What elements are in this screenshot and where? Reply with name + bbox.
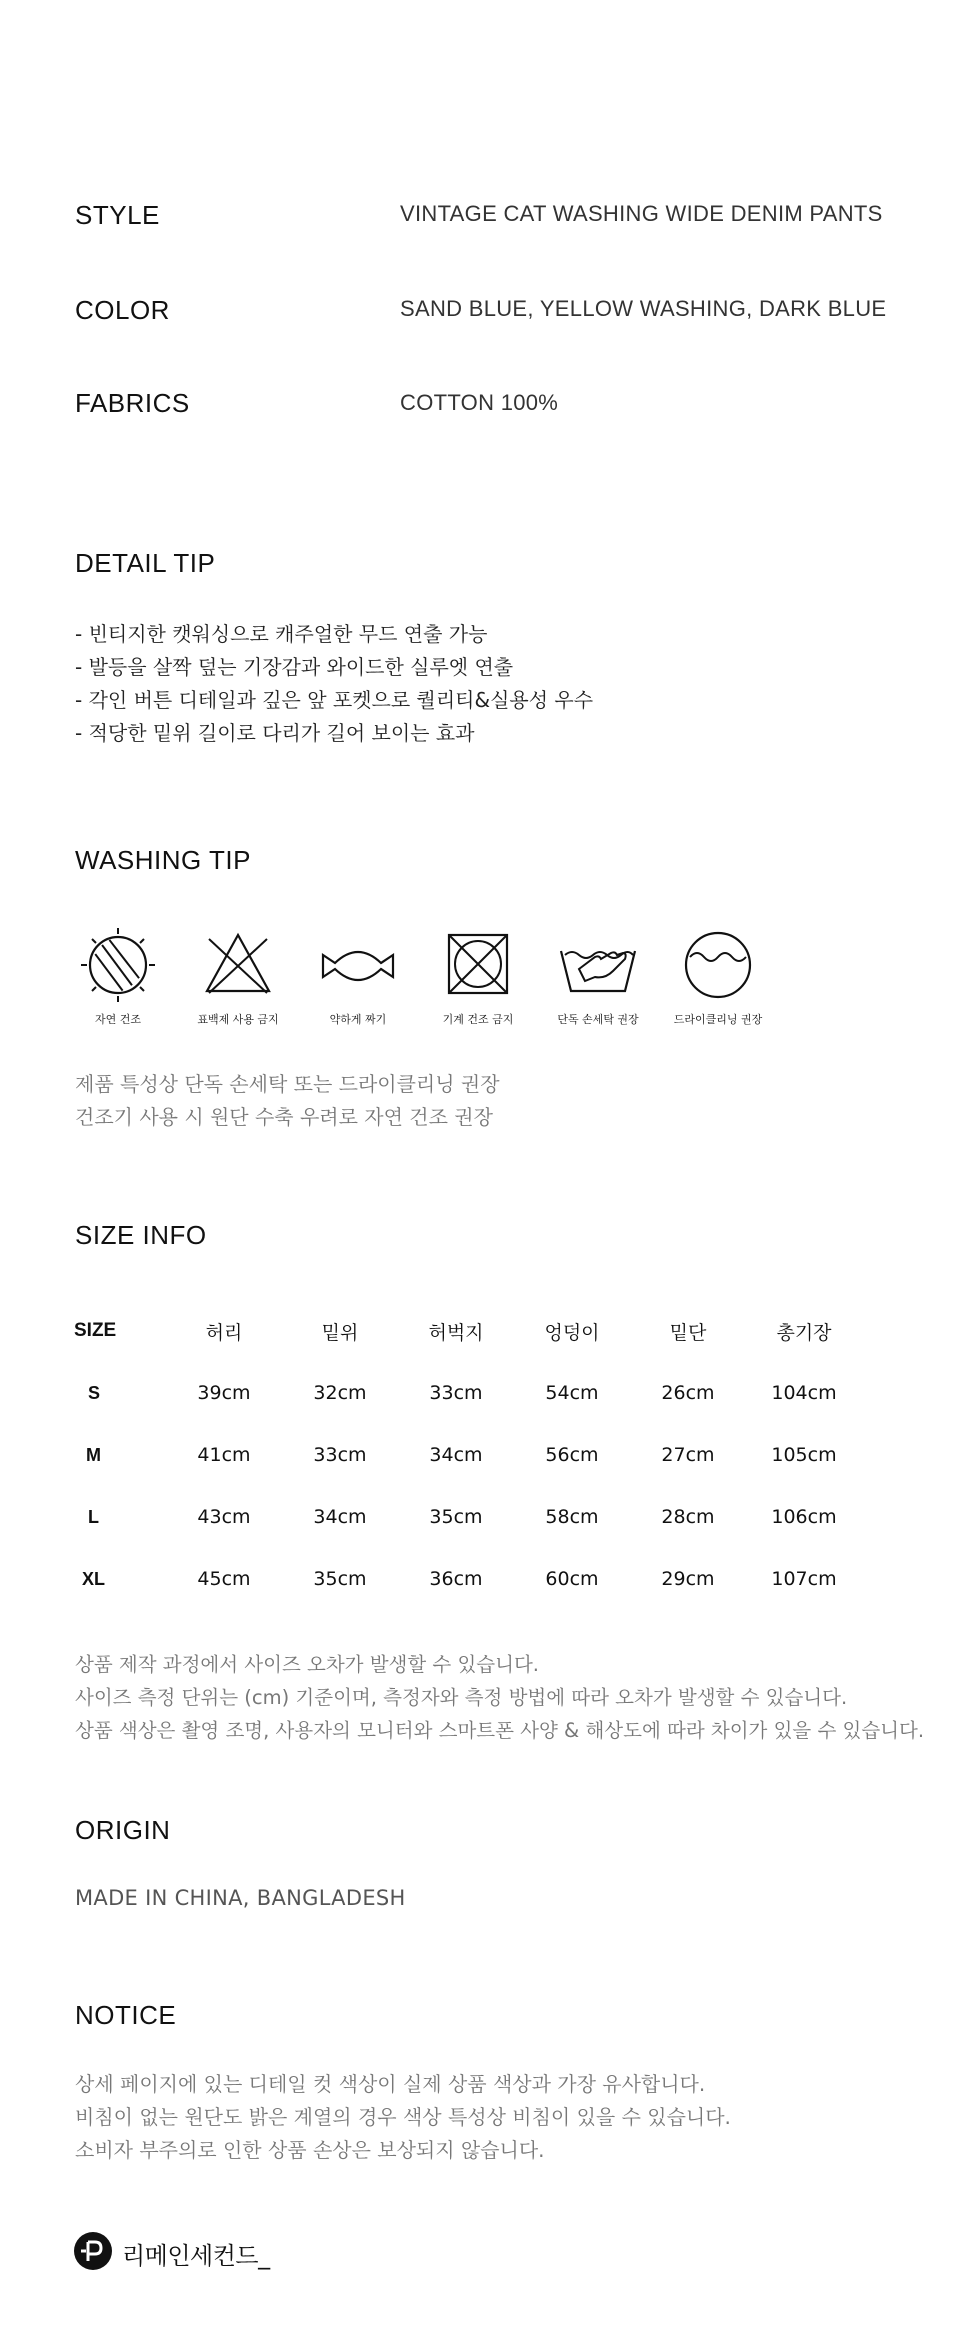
- size-cell: 60cm: [545, 1568, 599, 1590]
- notice-line: 비침이 없는 원단도 밝은 계열의 경우 색상 특성상 비침이 있을 수 있습니다.: [75, 2105, 731, 2129]
- care-caption: 자연 건조: [94, 1013, 141, 1026]
- size-cell: M: [86, 1444, 101, 1465]
- origin-value: MADE IN CHINA, BANGLADESH: [75, 1886, 406, 1910]
- notice-list: [75, 2068, 731, 2167]
- table-row: [74, 1486, 862, 1548]
- color-label: COLOR: [75, 295, 170, 325]
- size-cell: 35cm: [313, 1568, 367, 1590]
- size-cell: 106cm: [771, 1506, 837, 1528]
- table-row: [74, 1424, 862, 1486]
- size-table: [74, 1300, 862, 1610]
- color-value: SAND BLUE, YELLOW WASHING, DARK BLUE: [400, 296, 887, 321]
- size-header-cell: 허벅지: [428, 1321, 484, 1344]
- care-item-natural-dry: [63, 925, 173, 1035]
- size-header-cell: 밑위: [321, 1321, 359, 1344]
- gentle-wring-icon: [315, 925, 401, 1011]
- size-info-heading: SIZE INFO: [75, 1220, 207, 1250]
- size-cell: 34cm: [313, 1506, 367, 1528]
- washing-note-line: 제품 특성상 단독 손세탁 또는 드라이클리닝 권장: [75, 1072, 500, 1096]
- size-header-cell: 허리: [205, 1321, 243, 1344]
- size-cell: 27cm: [661, 1444, 715, 1466]
- washing-notes: [75, 1068, 500, 1134]
- care-caption: 기계 건조 금지: [442, 1013, 514, 1026]
- size-header-cell: SIZE: [74, 1320, 117, 1341]
- size-cell: 35cm: [429, 1506, 483, 1528]
- notice-line: 소비자 부주의로 인한 상품 손상은 보상되지 않습니다.: [75, 2138, 545, 2162]
- detail-tip-line: - 각인 버튼 디테일과 깊은 앞 포켓으로 퀄리티&실용성 우수: [75, 688, 594, 712]
- size-notes: [75, 1648, 924, 1747]
- care-item-dry-clean: [663, 925, 773, 1035]
- style-label: STYLE: [75, 200, 160, 230]
- detail-tip-heading: DETAIL TIP: [75, 548, 216, 578]
- size-cell: 56cm: [545, 1444, 599, 1466]
- size-cell: 33cm: [313, 1444, 367, 1466]
- detail-tip-line: - 빈티지한 캣워싱으로 캐주얼한 무드 연출 가능: [75, 622, 488, 646]
- care-item-no-bleach: [183, 925, 293, 1035]
- style-value: VINTAGE CAT WASHING WIDE DENIM PANTS: [400, 201, 883, 226]
- no-tumble-dry-icon: [435, 925, 521, 1011]
- notice-heading: NOTICE: [75, 2000, 177, 2030]
- fabrics-value: COTTON 100%: [400, 390, 559, 415]
- table-row: [74, 1362, 862, 1424]
- detail-tip-line: - 적당한 밑위 길이로 다리가 길어 보이는 효과: [75, 721, 475, 745]
- size-header-cell: 총기장: [776, 1321, 832, 1344]
- size-cell: 45cm: [197, 1568, 251, 1590]
- size-cell: 58cm: [545, 1506, 599, 1528]
- size-cell: 26cm: [661, 1382, 715, 1404]
- care-caption: 표백제 사용 금지: [197, 1013, 279, 1026]
- detail-tip-line: - 발등을 살짝 덮는 기장감과 와이드한 실루엣 연출: [75, 655, 514, 679]
- size-header-cell: 엉덩이: [544, 1321, 600, 1344]
- table-row: [74, 1548, 862, 1610]
- size-cell: 105cm: [771, 1444, 837, 1466]
- care-item-hand-wash: [543, 925, 653, 1035]
- size-header-cell: 밑단: [669, 1321, 707, 1344]
- washing-note-line: 건조기 사용 시 원단 수축 우려로 자연 건조 권장: [75, 1105, 493, 1129]
- size-note-line: 상품 제작 과정에서 사이즈 오차가 발생할 수 있습니다.: [75, 1653, 540, 1676]
- size-cell: 33cm: [429, 1382, 483, 1404]
- size-note-line: 사이즈 측정 단위는 (cm) 기준이며, 측정자와 측정 방법에 따라 오차가 발생할 수 있습니다.: [75, 1686, 848, 1709]
- hand-wash-icon: [555, 925, 641, 1011]
- brand-p-icon: [74, 2232, 112, 2270]
- size-cell: 29cm: [661, 1568, 715, 1590]
- care-caption: 드라이클리닝 권장: [673, 1013, 763, 1026]
- dry-clean-icon: [675, 925, 761, 1011]
- size-cell: 32cm: [313, 1382, 367, 1404]
- size-cell: 34cm: [429, 1444, 483, 1466]
- care-caption: 단독 손세탁 권장: [557, 1013, 639, 1026]
- origin-heading: ORIGIN: [75, 1815, 171, 1845]
- size-table-header: [74, 1300, 862, 1362]
- size-cell: 41cm: [197, 1444, 251, 1466]
- detail-tip-list: [75, 618, 593, 750]
- size-cell: S: [88, 1382, 101, 1403]
- fabrics-label: FABRICS: [75, 388, 190, 418]
- size-cell: 43cm: [197, 1506, 251, 1528]
- size-cell: 36cm: [429, 1568, 483, 1590]
- size-cell: L: [88, 1506, 99, 1527]
- brand-name: 리메인세컨드_: [122, 2242, 270, 2270]
- size-cell: 39cm: [197, 1382, 251, 1404]
- size-cell: 104cm: [771, 1382, 837, 1404]
- care-item-gentle-wring: [303, 925, 413, 1035]
- care-caption: 약하게 짜기: [329, 1013, 387, 1026]
- size-cell: XL: [82, 1568, 106, 1589]
- size-cell: 54cm: [545, 1382, 599, 1404]
- size-note-line: 상품 색상은 촬영 조명, 사용자의 모니터와 스마트폰 사양 & 해상도에 따라 차이가 있을 수 있습니다.: [75, 1719, 925, 1742]
- no-bleach-icon: [195, 925, 281, 1011]
- size-cell: 28cm: [661, 1506, 715, 1528]
- care-item-no-tumble-dry: [423, 925, 533, 1035]
- size-cell: 107cm: [771, 1568, 837, 1590]
- sun-icon: [75, 925, 161, 1011]
- washing-tip-heading: WASHING TIP: [75, 845, 251, 875]
- notice-line: 상세 페이지에 있는 디테일 컷 색상이 실제 상품 색상과 가장 유사합니다.: [75, 2072, 706, 2096]
